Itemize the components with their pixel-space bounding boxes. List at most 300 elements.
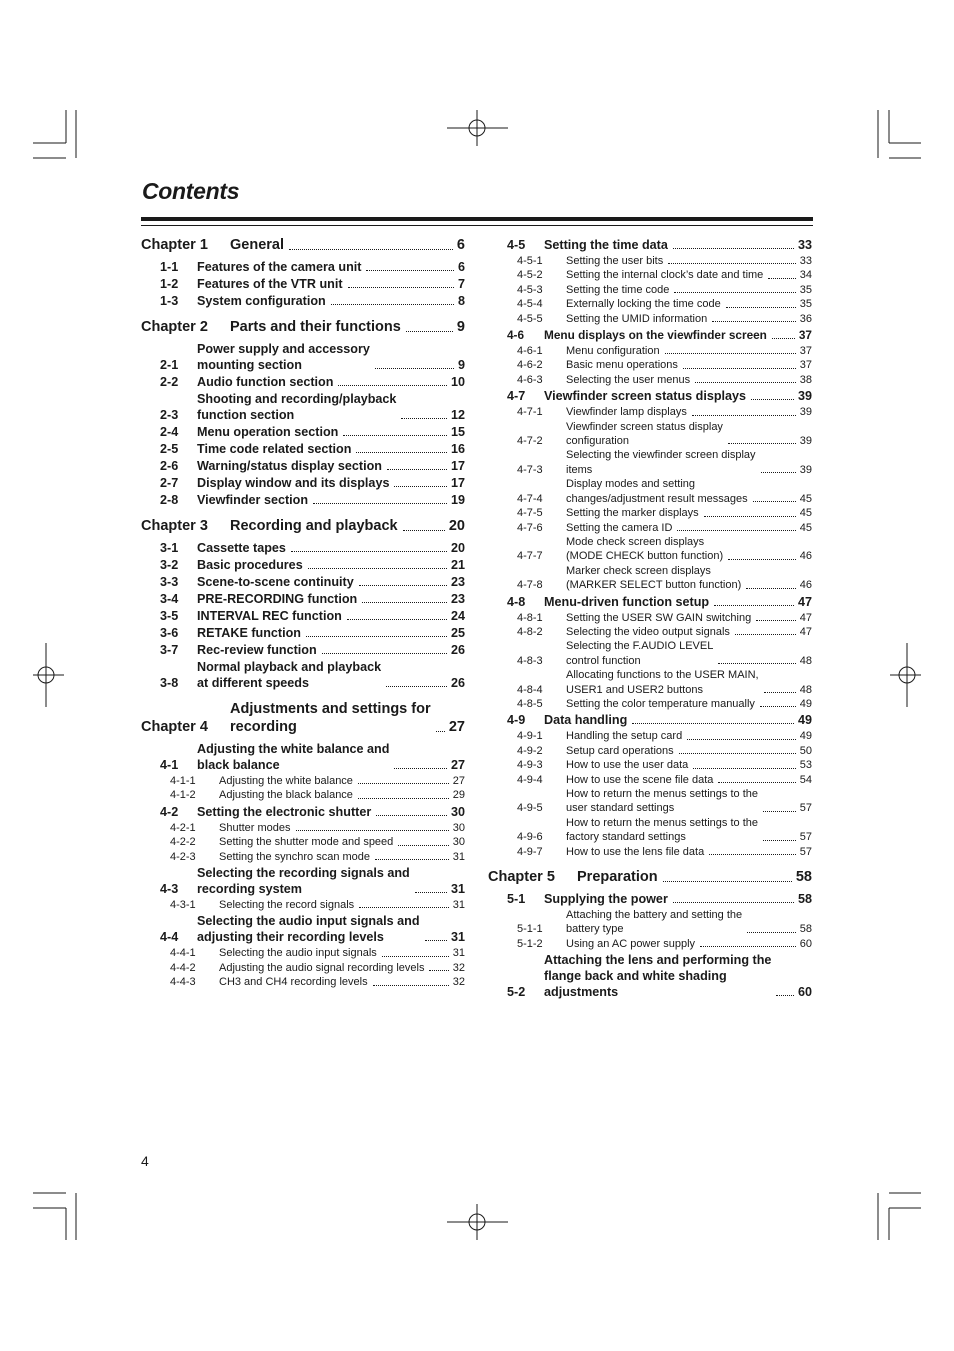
toc-number: 3-2 (160, 558, 179, 572)
page-title: Contents (142, 178, 240, 204)
toc-section (141, 591, 465, 607)
toc-subsection (488, 506, 812, 520)
toc-number: 3-6 (160, 626, 179, 640)
dot-leader (425, 940, 447, 941)
toc-title: Viewfinder screen status displays (544, 389, 747, 404)
dot-leader (376, 815, 447, 816)
toc-page: 46 (799, 579, 812, 592)
toc-title: Mode check screen displays (MODE CHECK button function) (566, 535, 724, 563)
toc-section (141, 475, 465, 491)
toc-page: 48 (799, 654, 812, 667)
toc-subsection (488, 297, 812, 311)
toc-number: 4-5-5 (517, 312, 543, 325)
toc-number: Chapter 5 (488, 869, 555, 886)
dot-leader (398, 845, 448, 846)
toc-column-left (141, 236, 465, 990)
dot-leader (728, 443, 796, 444)
toc-number: 4-7-4 (517, 492, 543, 505)
dot-leader (313, 503, 447, 504)
toc-number: 4-8-5 (517, 697, 543, 710)
dot-leader (728, 559, 796, 560)
dot-leader (362, 602, 447, 603)
toc-title: Recording and playback (230, 518, 398, 534)
toc-subsection (488, 816, 812, 845)
toc-page: 27 (452, 775, 465, 787)
toc-page: 33 (799, 255, 812, 267)
toc-title: Supplying the power (544, 892, 668, 907)
toc-subsection (141, 774, 465, 788)
toc-section (488, 891, 812, 907)
toc-number: 3-1 (160, 541, 179, 555)
toc-chapter (141, 236, 465, 254)
toc-section (141, 608, 465, 624)
toc-page: 46 (799, 550, 812, 563)
toc-number: 4-9-7 (517, 845, 543, 858)
toc-subsection (488, 564, 812, 593)
toc-subsection (488, 937, 812, 951)
toc-number: 2-8 (160, 493, 179, 507)
toc-subsection (488, 625, 812, 639)
toc-page: 37 (799, 359, 812, 372)
toc-subsection (141, 821, 465, 835)
toc-title: Adjusting the black balance (219, 789, 353, 802)
toc-title: Features of the VTR unit (197, 277, 343, 291)
toc-title: Selecting the recording signals and recording system (197, 866, 410, 897)
toc-section (488, 952, 812, 1000)
dot-leader (343, 435, 447, 436)
toc-title: Features of the camera unit (197, 260, 362, 274)
dot-leader (406, 331, 453, 332)
toc-title: Marker check screen displays (MARKER SELECT button function) (566, 564, 742, 592)
toc-title: Shooting and recording/playback function section (197, 392, 397, 422)
toc-number: 2-5 (160, 442, 179, 456)
toc-subsection (488, 283, 812, 297)
dot-leader (673, 902, 794, 903)
toc-subsection (488, 668, 812, 697)
toc-number: 4-2 (160, 804, 179, 819)
toc-title: Allocating functions to the USER MAIN, USER1 and USER2 buttons (566, 669, 759, 696)
toc-page: 17 (450, 459, 465, 473)
toc-number: 4-5-3 (517, 283, 543, 296)
toc-title: Rec-review function (197, 643, 317, 657)
toc-page: 39 (799, 463, 812, 476)
toc-page: 9 (457, 358, 465, 372)
toc-subsection (488, 312, 812, 326)
toc-title: Power supply and accessory mounting section (197, 342, 370, 372)
toc-number: 5-1-1 (517, 923, 543, 936)
toc-number: 4-7-5 (517, 507, 543, 520)
toc-number: 3-5 (160, 609, 179, 623)
toc-number: 4-8 (507, 594, 526, 609)
toc-page: 23 (450, 592, 465, 606)
toc-page: 32 (452, 976, 465, 989)
toc-section (141, 391, 465, 423)
toc-number: 3-4 (160, 592, 179, 606)
dot-leader (776, 995, 794, 996)
toc-page: 27 (448, 719, 465, 735)
toc-number: 4-4-2 (170, 961, 196, 974)
toc-section (141, 441, 465, 457)
toc-page: 50 (799, 744, 812, 757)
toc-section (141, 574, 465, 590)
toc-section (141, 492, 465, 508)
toc-page: 10 (450, 375, 465, 389)
toc-page: 24 (450, 609, 465, 623)
dot-leader (663, 881, 792, 882)
toc-page: 60 (797, 985, 812, 1000)
toc-title: Selecting the user menus (566, 373, 691, 386)
toc-number: 4-4-3 (170, 976, 196, 989)
dot-leader (772, 338, 795, 339)
toc-title: Setting the UMID information (566, 312, 708, 325)
toc-number: 1-2 (160, 277, 179, 291)
toc-number: 1-1 (160, 260, 179, 274)
toc-title: Menu displays on the viewfinder screen (544, 328, 767, 343)
dot-leader (296, 830, 449, 831)
dot-leader (356, 452, 447, 453)
toc-number: 4-6-2 (517, 359, 543, 372)
toc-title: Adjusting the white balance (219, 775, 353, 787)
toc-number: 4-3-1 (170, 899, 196, 912)
toc-chapter (141, 700, 465, 736)
toc-number: 4-7-7 (517, 550, 543, 563)
dot-leader (348, 287, 454, 288)
toc-number: 4-7-6 (517, 521, 543, 534)
toc-number: 4-7-1 (517, 406, 543, 419)
toc-page: 32 (452, 961, 465, 974)
toc-page: 45 (799, 492, 812, 505)
toc-page: 54 (799, 773, 812, 786)
toc-section (141, 458, 465, 474)
dot-leader (704, 516, 796, 517)
toc-page: 35 (799, 298, 812, 311)
toc-section (141, 259, 465, 275)
dot-leader (429, 970, 448, 971)
toc-section (141, 642, 465, 658)
dot-leader (677, 530, 795, 531)
toc-number: Chapter 2 (141, 319, 208, 335)
dot-leader (718, 782, 795, 783)
dot-leader (394, 486, 447, 487)
toc-number: 4-7 (507, 389, 526, 404)
toc-number: 4-4 (160, 930, 179, 945)
toc-page: 47 (797, 594, 812, 609)
toc-subsection (488, 729, 812, 743)
toc-title: How to return the menus settings to the user standard settings (566, 788, 758, 815)
toc-number: 4-9-1 (517, 730, 543, 743)
toc-section (141, 341, 465, 373)
toc-number: 4-1-2 (170, 789, 196, 802)
toc-title: Attaching the lens and performing the flange back and white shading adjustments (544, 953, 772, 1000)
dot-leader (709, 854, 796, 855)
dot-leader (764, 692, 796, 693)
toc-number: Chapter 1 (141, 237, 208, 253)
dot-leader (763, 811, 796, 812)
toc-title: Setting the internal clock’s date and time (566, 269, 764, 282)
dot-leader (338, 385, 447, 386)
toc-page: 20 (450, 541, 465, 555)
toc-subsection (488, 268, 812, 282)
dot-leader (289, 249, 453, 250)
toc-page: 30 (452, 836, 465, 849)
toc-number: 4-5-1 (517, 255, 543, 267)
toc-section (488, 388, 812, 404)
toc-title: Viewfinder lamp displays (566, 406, 687, 419)
toc-subsection (141, 946, 465, 960)
toc-number: 4-9-6 (517, 831, 543, 844)
toc-title: Setting the user bits (566, 255, 664, 267)
toc-title: Setting the time data (544, 238, 668, 252)
dot-leader (726, 307, 796, 308)
toc-title: Setting the electronic shutter (197, 804, 372, 819)
toc-title: How to use the user data (566, 759, 689, 772)
toc-section (488, 712, 812, 728)
dot-leader (712, 321, 796, 322)
toc-page: 31 (452, 899, 465, 912)
toc-number: 4-7-2 (517, 435, 543, 448)
toc-subsection (141, 788, 465, 802)
dot-leader (768, 278, 795, 279)
page-number: 4 (141, 1153, 149, 1169)
dot-leader (386, 686, 447, 687)
toc-subsection (141, 898, 465, 912)
toc-page: 48 (799, 683, 812, 696)
toc-number: 4-8-2 (517, 625, 543, 638)
toc-title: Time code related section (197, 442, 352, 456)
toc-page: 58 (797, 892, 812, 907)
dot-leader (679, 753, 796, 754)
toc-section (488, 237, 812, 253)
toc-title: INTERVAL REC function (197, 609, 342, 623)
toc-page: 39 (797, 389, 812, 404)
toc-number: 4-1-1 (170, 775, 196, 787)
toc-number: 2-6 (160, 459, 179, 473)
toc-number: 4-3 (160, 882, 179, 897)
title-rule-thin (141, 225, 813, 226)
toc-page: 37 (798, 328, 812, 343)
toc-subsection (488, 448, 812, 477)
dot-leader (415, 892, 447, 893)
toc-title: Viewfinder screen status display configuration (566, 420, 723, 448)
toc-page: 36 (799, 312, 812, 325)
toc-title: Selecting the viewfinder screen display items (566, 449, 756, 476)
toc-title: Selecting the record signals (219, 899, 355, 912)
toc-title: Externally locking the time code (566, 298, 721, 311)
toc-title: How to use the lens file data (566, 845, 705, 858)
toc-subsection (488, 373, 812, 387)
toc-page: 30 (452, 821, 465, 834)
toc-subsection (488, 344, 812, 358)
toc-page: 6 (457, 260, 465, 274)
toc-number: 4-8-1 (517, 611, 543, 624)
toc-page: 8 (457, 294, 465, 308)
toc-page: 39 (799, 406, 812, 419)
toc-page: 30 (450, 804, 465, 819)
dot-leader (359, 585, 447, 586)
toc-page: 45 (799, 507, 812, 520)
toc-number: 4-9 (507, 713, 526, 728)
dot-leader (735, 634, 796, 635)
toc-page: 17 (450, 476, 465, 490)
toc-title: Using an AC power supply (566, 937, 696, 950)
toc-number: 4-2-1 (170, 821, 196, 834)
toc-page: 33 (797, 238, 812, 252)
toc-section (141, 659, 465, 691)
toc-title: Setting the USER SW GAIN switching (566, 611, 752, 624)
toc-title: Basic menu operations (566, 359, 678, 372)
toc-title: Setting the time code (566, 283, 670, 296)
toc-subsection (488, 358, 812, 372)
toc-subsection (488, 773, 812, 787)
dot-leader (668, 263, 796, 264)
toc-chapter (141, 318, 465, 336)
toc-title: Menu operation section (197, 425, 339, 439)
toc-section (141, 913, 465, 945)
toc-page: 34 (799, 269, 812, 282)
toc-title: Setting the color temperature manually (566, 697, 755, 710)
toc-number: 2-3 (160, 408, 179, 422)
toc-page: 6 (456, 237, 465, 253)
toc-page: 25 (450, 626, 465, 640)
dot-leader (695, 382, 796, 383)
toc-number: 4-7-3 (517, 463, 543, 476)
toc-subsection (488, 908, 812, 937)
toc-title: CH3 and CH4 recording levels (219, 976, 368, 989)
toc-title: Setting the shutter mode and speed (219, 836, 394, 849)
toc-subsection (488, 535, 812, 564)
toc-section (141, 540, 465, 556)
toc-page: 26 (450, 676, 465, 690)
toc-subsection (488, 697, 812, 711)
toc-chapter (488, 868, 812, 886)
toc-title: Preparation (577, 869, 658, 886)
toc-page: 57 (799, 845, 812, 858)
toc-title: Menu configuration (566, 345, 660, 358)
dot-leader (747, 932, 796, 933)
toc-page: 37 (799, 345, 812, 358)
toc-number: 4-5 (507, 238, 526, 252)
dot-leader (382, 956, 449, 957)
dot-leader (358, 783, 449, 784)
toc-title: Setting the camera ID (566, 521, 673, 534)
toc-title: PRE-RECORDING function (197, 592, 358, 606)
toc-page: 27 (450, 758, 465, 772)
toc-subsection (488, 744, 812, 758)
toc-title: Setting the synchro scan mode (219, 850, 371, 863)
toc-subsection (488, 420, 812, 449)
dot-leader (746, 588, 795, 589)
toc-number: 2-4 (160, 425, 179, 439)
toc-subsection (488, 405, 812, 419)
toc-number: 4-4-1 (170, 947, 196, 960)
toc-column-right (488, 236, 812, 1001)
toc-page: 31 (450, 930, 465, 945)
toc-subsection (488, 611, 812, 625)
toc-number: 1-3 (160, 294, 179, 308)
toc-page: 45 (799, 521, 812, 534)
toc-number: 4-8-4 (517, 683, 543, 696)
toc-section (488, 327, 812, 343)
dot-leader (401, 418, 447, 419)
dot-leader (373, 985, 449, 986)
dot-leader (359, 907, 449, 908)
dot-leader (753, 501, 796, 502)
toc-title: Basic procedures (197, 558, 303, 572)
toc-number: 3-8 (160, 676, 179, 690)
dot-leader (375, 859, 449, 860)
dot-leader (306, 636, 447, 637)
toc-number: 4-5-2 (517, 269, 543, 282)
toc-page: 29 (452, 789, 465, 802)
toc-page: 58 (795, 869, 812, 886)
toc-section (141, 741, 465, 773)
dot-leader (291, 551, 447, 552)
toc-page: 21 (450, 558, 465, 572)
toc-number: 4-2-3 (170, 850, 196, 863)
dot-leader (683, 368, 796, 369)
toc-number: 4-9-3 (517, 759, 543, 772)
toc-number: 4-8-3 (517, 654, 543, 667)
dot-leader (436, 731, 445, 732)
toc-section (141, 276, 465, 292)
toc-title: Normal playback and playback at different speeds (197, 660, 382, 690)
dot-leader (322, 653, 447, 654)
toc-title: How to return the menus settings to the factory standard settings (566, 816, 758, 844)
toc-number: 5-1-2 (517, 937, 543, 950)
toc-title: Display modes and setting changes/adjustment result messages (566, 478, 748, 505)
toc-title: Viewfinder section (197, 493, 309, 507)
dot-leader (403, 530, 445, 531)
toc-title: Adjusting the white balance and black balance (197, 742, 390, 772)
toc-number: 2-1 (160, 358, 179, 372)
toc-section (141, 424, 465, 440)
toc-subsection (488, 758, 812, 772)
dot-leader (375, 368, 454, 369)
toc-subsection (488, 845, 812, 859)
toc-subsection (141, 850, 465, 864)
toc-chapter (141, 517, 465, 535)
dot-leader (700, 946, 796, 947)
toc-page: 31 (450, 882, 465, 897)
toc-page: 31 (452, 850, 465, 863)
toc-title: Setting the marker displays (566, 507, 699, 520)
toc-title: RETAKE function (197, 626, 302, 640)
toc-page: 38 (799, 373, 812, 386)
toc-page: 19 (450, 493, 465, 507)
toc-page: 35 (799, 283, 812, 296)
toc-page: 9 (456, 319, 465, 335)
toc-number: 4-6-3 (517, 373, 543, 386)
dot-leader (308, 568, 447, 569)
dot-leader (714, 605, 794, 606)
toc-page: 57 (799, 831, 812, 844)
dot-leader (331, 304, 454, 305)
toc-title: General (230, 237, 284, 253)
dot-leader (761, 472, 796, 473)
toc-title: Selecting the F.AUDIO LEVEL control function (566, 640, 714, 667)
toc-subsection (488, 477, 812, 506)
toc-number: 3-7 (160, 643, 179, 657)
toc-number: Chapter 3 (141, 518, 208, 534)
dot-leader (366, 270, 454, 271)
title-rule-thick (141, 217, 813, 221)
dot-leader (347, 619, 447, 620)
toc-title: Attaching the battery and setting the battery type (566, 909, 743, 936)
dot-leader (718, 663, 795, 664)
toc-page: 26 (450, 643, 465, 657)
toc-section (141, 557, 465, 573)
toc-title: Display window and its displays (197, 476, 390, 490)
